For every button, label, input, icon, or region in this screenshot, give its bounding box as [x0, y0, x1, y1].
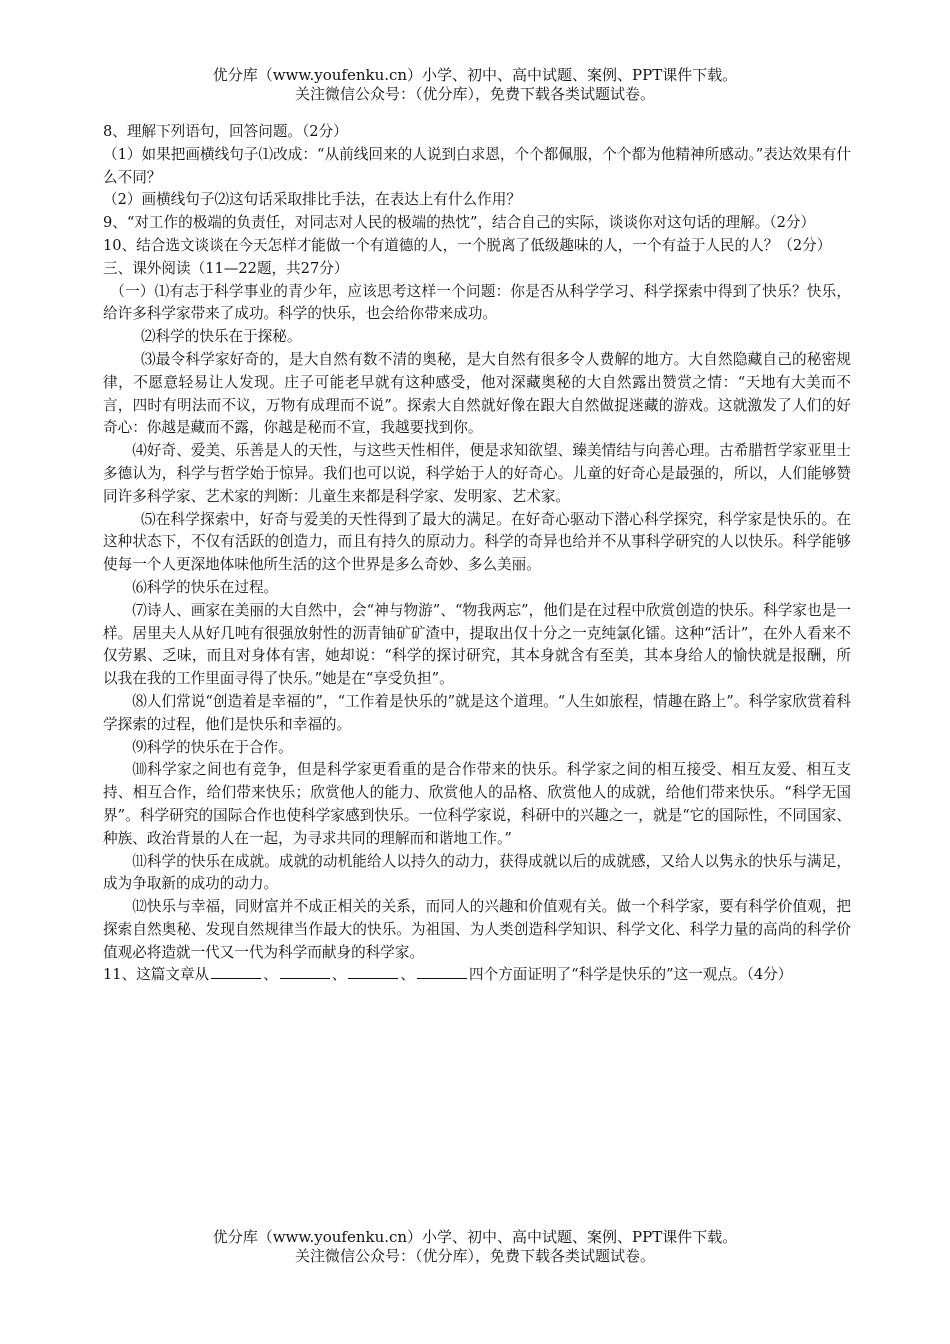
question-8: 8、理解下列语句，回答问题。（2分） — [103, 123, 348, 140]
passage-paragraph-1: （一）⑴有志于科学事业的青少年，应该思考这样一个问题：你是否从科学学习、科学探索中得到了快乐？快乐，给许多科学家带来了成功。科学的快乐，也会给你带来成功。 — [103, 282, 851, 323]
header-line-1: 优分库（www.youfenku.cn）小学、初中、高中试题、案例、PPT课件下载。 — [212, 66, 738, 84]
section-3-title: 三、课外阅读（11—22题，共27分） — [103, 259, 349, 277]
question-11-separator: 、 — [400, 966, 415, 984]
passage-paragraph-5: ⑸在科学探索中，好奇与爱美的天性得到了最大的满足。在好奇心驱动下潜心科学探究，科学家是快乐的。在这种状态下，不仅有活跃的创造力，而且有持久的原动力。科学的奇异也给并不从事科学研究的人以快乐。科学能够使每一个人更深地体味他所生活的这个世界是多么奇妙、多么美丽。 — [103, 510, 851, 574]
answer-blank-3[interactable] — [348, 964, 398, 979]
footer-line-1: 优分库（www.youfenku.cn）小学、初中、高中试题、案例、PPT课件下载。 — [212, 1228, 738, 1246]
passage-paragraph-4: ⑷好奇、爱美、乐善是人的天性，与这些天性相伴，便是求知欲望、臻美情结与向善心理。古希腊哲学家亚里士多德认为，科学与哲学始于惊异。我们也可以说，科学始于人的好奇心。儿童的好奇心是最强的，所以，人们能够赞同许多科学家、艺术家的判断：儿童生来都是科学家、发明家、艺术家。 — [103, 442, 851, 505]
page-footer — [0, 1228, 950, 1266]
question-8-2: （2）画横线句子⑵这句话采取排比手法，在表达上有什么作用？ — [103, 191, 521, 209]
passage-paragraph-11: ⑾科学的快乐在成就。成就的动机能给人以持久的动力，获得成就以后的成就感，又给人以隽永的快乐与满足，成为争取新的成功的动力。 — [103, 852, 851, 893]
passage-paragraph-8: ⑻人们常说“创造着是幸福的”，“工作着是快乐的”就是这个道理。“人生如旅程，情趣在路上”。科学家欣赏着科学探索的过程，他们是快乐和幸福的。 — [103, 692, 851, 733]
page-header — [0, 66, 950, 104]
question-11-separator: 、 — [263, 966, 278, 984]
passage-paragraph-9: ⑼科学的快乐在于合作。 — [132, 738, 293, 756]
question-11-separator: 、 — [331, 966, 347, 984]
answer-blank-1[interactable] — [211, 964, 261, 979]
question-11-suffix: 四个方面证明了“科学是快乐的”这一观点。（4分） — [468, 966, 793, 984]
question-8-1: （1）如果把画横线句子⑴改成：“从前线回来的人说到白求恩，个个都佩服，个个都为他精神所感动。”表达效果有什么不同？ — [103, 145, 851, 186]
question-9: 9、“对工作的极端的负责任，对同志对人民的极端的热忱”，结合自己的实际，谈谈你对这句话的理解。（2分） — [103, 214, 816, 232]
question-11-prefix: 11、这篇文章从 — [103, 966, 210, 984]
passage-paragraph-6: ⑹科学的快乐在过程。 — [132, 578, 279, 596]
passage-paragraph-12: ⑿快乐与幸福，同财富并不成正相关的关系，而同人的兴趣和价值观有关。做一个科学家，要有科学价值观，把探索自然奥秘、发现自然规律当作最大的快乐。为祖国、为人类创造科学知识、科学文化、科学力量的高尚的科学价值观必将造就一代又一代为科学而献身的科学家。 — [103, 898, 851, 961]
passage-paragraph-3: ⑶最令科学家好奇的，是大自然有数不清的奥秘，是大自然有很多令人费解的地方。大自然隐藏自己的秘密规律，不愿意轻易让人发现。庄子可能老早就有这种感受，他对深藏奥秘的大自然露出赞赏之情：“天地有大美而不言，四时有明法而不议，万物有成理而不说”。探索大自然就好像在跟大自然做捉迷藏的游戏。这就激发了人们的好奇心：你越是藏而不露，你越是秘而不宣，我越要找到你。 — [103, 350, 851, 437]
question-10: 10、结合选文谈谈在今天怎样才能做一个有道德的人，一个脱离了低级趣味的人，一个有益于人民的人？（2分） — [103, 236, 832, 254]
answer-blank-4[interactable] — [417, 964, 467, 979]
header-line-2: 关注微信公众号：（优分库），免费下载各类试题试卷。 — [294, 85, 655, 103]
document-body — [103, 121, 851, 987]
passage-paragraph-7: ⑺诗人、画家在美丽的大自然中，会“神与物游”、“物我两忘”，他们是在过程中欣赏创造的快乐。科学家也是一样。居里夫人从好几吨有很强放射性的沥青铀矿矿渣中，提取出仅十分之一克纯氯化镭。这种“活计”，在外人看来不仅劳累、乏味，而且对身体有害，她却说：“科学的探讨研究，其本身就含有至美，其本身给人的愉快就是报酬，所以我在我的工作里面寻得了快乐。”她是在“享受负担”。 — [103, 601, 851, 688]
passage-paragraph-2: ⑵科学的快乐在于探秘。 — [140, 328, 302, 346]
footer-line-2: 关注微信公众号：（优分库），免费下载各类试题试卷。 — [294, 1247, 655, 1265]
question-11 — [103, 964, 851, 987]
passage-paragraph-10: ⑽科学家之间也有竞争，但是科学家更看重的是合作带来的快乐。科学家之间的相互接受、相互友爱、相互支持、相互合作，给们带来快乐；欣赏他人的能力、欣赏他人的品格、欣赏他人的成就，给他们带来快乐。“科学无国界”。科学研究的国际合作也使科学家感到快乐。一位科学家说，科研中的兴趣之一，就是“它的国际性，不同国家、种族、政治背景的人在一起，为寻求共同的理解而和谐地工作。” — [103, 761, 851, 847]
answer-blank-2[interactable] — [280, 964, 330, 979]
